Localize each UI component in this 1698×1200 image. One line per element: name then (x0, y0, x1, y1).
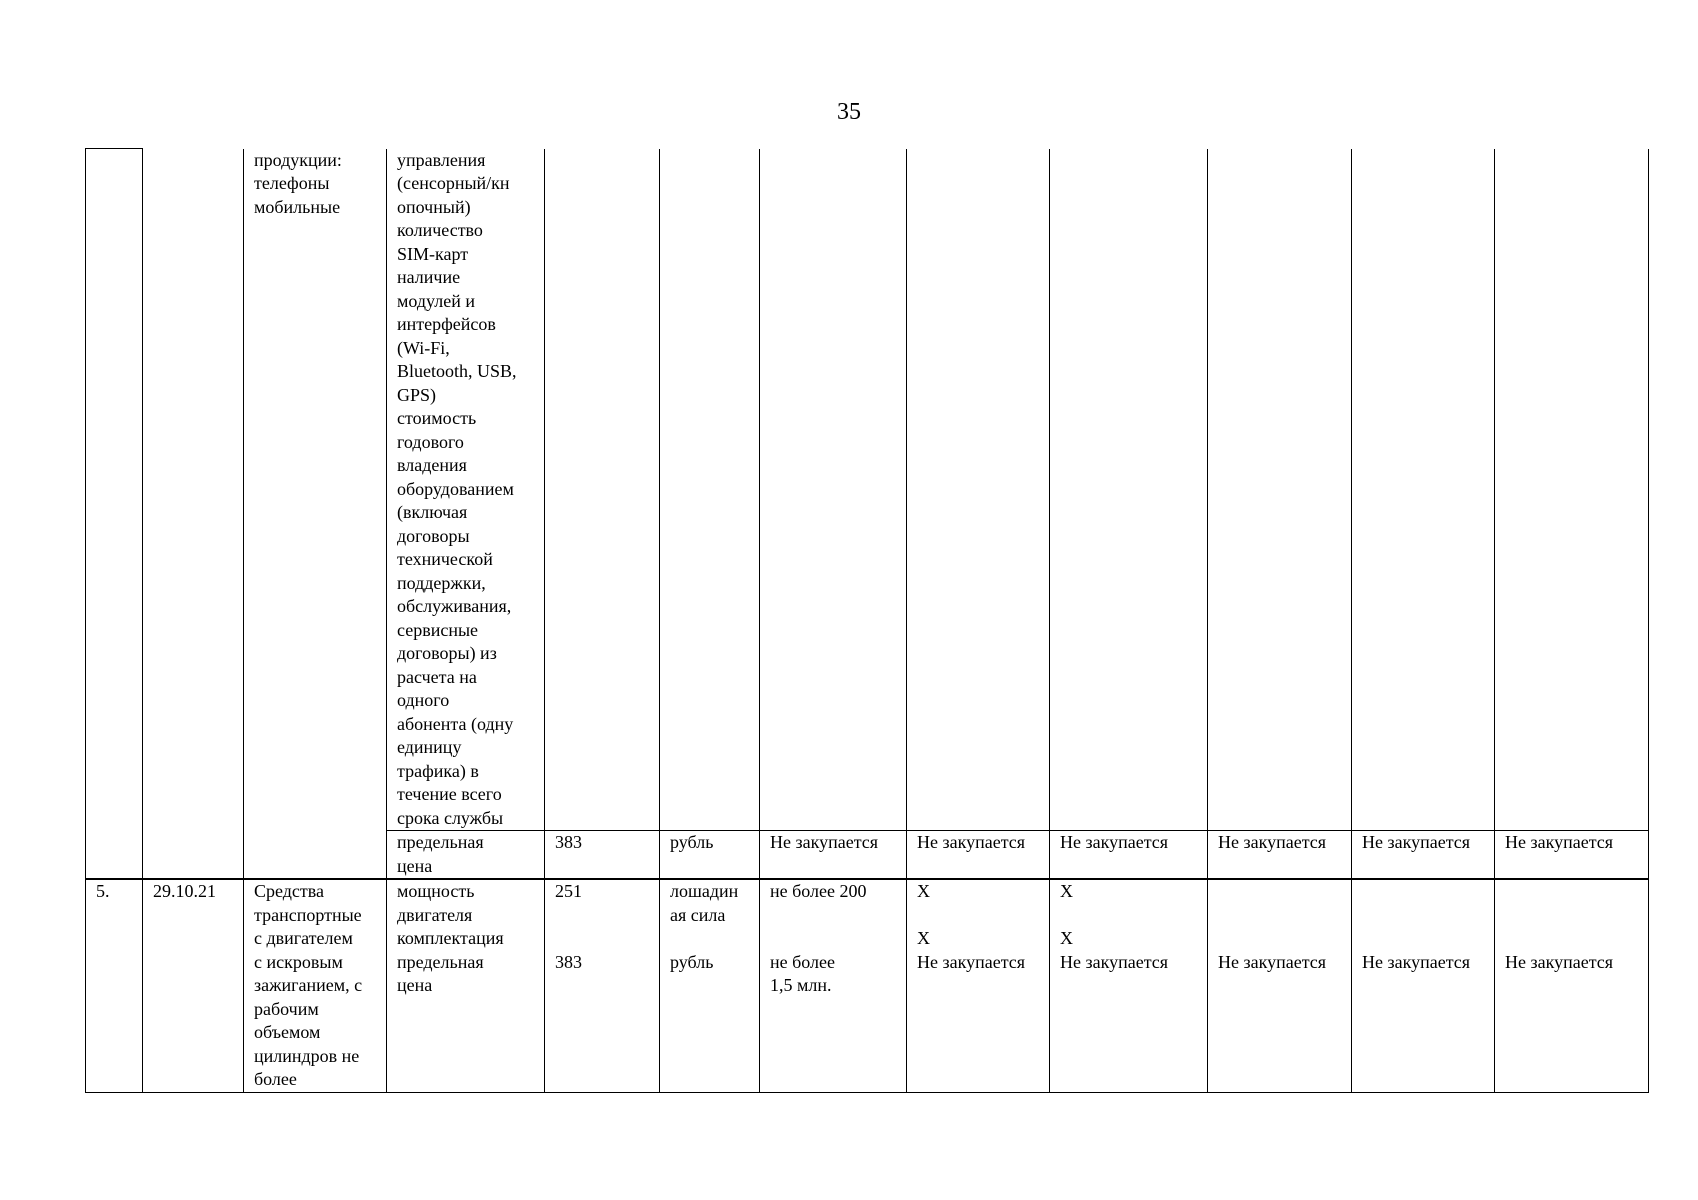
value-line: X (1060, 928, 1073, 948)
cell-number-continued (86, 149, 143, 831)
cell-product-continued (244, 149, 387, 831)
characteristic-line: цена (397, 855, 433, 876)
characteristic-line: GPS) (397, 384, 437, 405)
cell-value-2-5 (907, 879, 1050, 1092)
value-line (1505, 904, 1638, 928)
characteristic-line: срока службы (397, 807, 504, 828)
page-number: 35 (837, 99, 861, 125)
cell-date-price (143, 831, 244, 880)
product-line: с искровым (254, 951, 343, 972)
cell-value-2-price: Не закупается (907, 831, 1050, 880)
product-line: с двигателем (254, 928, 353, 948)
value-line: X (1060, 881, 1073, 901)
value-line (1362, 904, 1484, 928)
characteristic-line: (включая (397, 502, 468, 522)
characteristic-line: (Wi-Fi, (397, 337, 450, 358)
value-line (1362, 880, 1484, 904)
characteristic-line: единицу (397, 737, 462, 757)
code-line (555, 904, 649, 928)
value-line (770, 927, 896, 951)
cell-number-price (86, 831, 143, 880)
value-line: Не закупается (1060, 951, 1169, 972)
characteristic-line: предельная (397, 951, 484, 972)
cell-value-4-5 (1208, 879, 1352, 1092)
characteristic-line: интерфейсов (397, 314, 496, 334)
cell-code-5 (545, 879, 660, 1092)
cell-characteristic-5 (387, 879, 545, 1092)
characteristic-line: предельная (397, 832, 484, 852)
unit-line: ая сила (670, 904, 726, 925)
product-line: более (254, 1069, 297, 1089)
characteristic-line: годового (397, 431, 464, 452)
product-line: цилиндров не (254, 1045, 360, 1066)
characteristic-line: цена (397, 975, 433, 995)
characteristic-line: владения (397, 455, 467, 475)
cell-number-5: 5. (86, 879, 143, 1092)
characteristic-line: Bluetooth, USB, (397, 361, 517, 381)
characteristic-line: опочный) (397, 196, 471, 217)
cell-product-price (244, 831, 387, 880)
cell-value-5-price: Не закупается (1352, 831, 1495, 880)
cell-value-1-price: Не закупается (760, 831, 907, 880)
product-line: телефоны (254, 173, 330, 193)
value-line (917, 904, 1039, 928)
value-line: X (917, 881, 930, 901)
value-line (1218, 927, 1341, 951)
characteristic-line: трафика) в (397, 760, 479, 781)
product-line: продукции: (254, 149, 342, 170)
value-line (1218, 904, 1341, 928)
cell-value-5-continued (1352, 149, 1495, 831)
value-line (1218, 880, 1341, 904)
characteristic-line: количество (397, 220, 483, 240)
value-line (1362, 927, 1484, 951)
characteristic-line: (сенсорный/кн (397, 173, 510, 193)
cell-characteristic-price (387, 831, 545, 880)
code-line: 383 (555, 951, 582, 972)
characteristic-line: оборудованием (397, 478, 514, 499)
cell-value-1-continued (760, 149, 907, 831)
value-line (770, 904, 896, 928)
characteristic-line: комплектация (397, 928, 504, 948)
table-row-price (86, 831, 1649, 880)
characteristic-line: наличие (397, 267, 461, 287)
characteristic-line: абонента (одну (397, 713, 514, 734)
product-line: транспортные (254, 904, 362, 925)
cell-code-price: 383 (545, 831, 660, 880)
cell-code-continued (545, 149, 660, 831)
value-line (1505, 880, 1638, 904)
characteristic-line: обслуживания, (397, 596, 512, 616)
unit-line: рубль (670, 951, 714, 972)
characteristic-line: технической (397, 549, 493, 569)
cell-value-4-price: Не закупается (1208, 831, 1352, 880)
characteristic-line: расчета на (397, 666, 477, 687)
cell-value-2-continued (907, 149, 1050, 831)
code-line: 251 (555, 881, 582, 901)
cell-value-5-5 (1352, 879, 1495, 1092)
cell-date-continued (143, 149, 244, 831)
characteristic-line: мощность (397, 881, 475, 901)
value-line: Не закупается (1218, 951, 1327, 972)
characteristic-line: стоимость (397, 408, 477, 428)
cell-characteristic-continued (387, 149, 545, 831)
cell-unit-price: рубль (660, 831, 760, 880)
unit-line: лошадин (670, 881, 739, 901)
cell-value-6-price: Не закупается (1495, 831, 1649, 880)
cell-value-6-5 (1495, 879, 1649, 1092)
product-line: Средства (254, 881, 325, 901)
product-line: зажиганием, с (254, 975, 363, 995)
cell-value-3-5 (1050, 879, 1208, 1092)
table-row-5 (86, 879, 1649, 1092)
cell-value-6-continued (1495, 149, 1649, 831)
product-line: мобильные (254, 196, 341, 217)
value-line: 1,5 млн. (770, 975, 832, 995)
cell-value-3-continued (1050, 149, 1208, 831)
characteristic-line: двигателя (397, 904, 473, 925)
characteristic-line: SIM-карт (397, 243, 469, 264)
cell-product-5 (244, 879, 387, 1092)
characteristic-line: управления (397, 149, 486, 170)
characteristic-line: сервисные (397, 619, 479, 640)
characteristic-line: договоры (397, 525, 470, 546)
characteristic-line: договоры) из (397, 643, 497, 663)
product-line: объемом (254, 1022, 321, 1042)
value-line: Не закупается (1505, 951, 1614, 972)
value-line: не более 200 (770, 881, 867, 901)
unit-line (670, 927, 749, 951)
characteristic-line: модулей и (397, 290, 475, 311)
characteristic-line: течение всего (397, 784, 502, 804)
value-line: не более (770, 951, 836, 972)
cell-unit-continued (660, 149, 760, 831)
value-line: Не закупается (917, 951, 1026, 972)
code-line (555, 927, 649, 951)
cell-value-3-price: Не закупается (1050, 831, 1208, 880)
characteristic-line: поддержки, (397, 572, 486, 593)
cell-value-4-continued (1208, 149, 1352, 831)
value-line: Не закупается (1362, 951, 1471, 972)
value-line (1060, 904, 1197, 928)
requirements-table (85, 148, 1649, 1093)
characteristic-line: одного (397, 690, 450, 710)
table-row-continued (86, 149, 1649, 831)
cell-unit-5 (660, 879, 760, 1092)
value-line (1505, 927, 1638, 951)
cell-date-5: 29.10.21 (143, 879, 244, 1092)
product-line: рабочим (254, 998, 319, 1019)
cell-value-1-5 (760, 879, 907, 1092)
value-line: X (917, 928, 930, 948)
